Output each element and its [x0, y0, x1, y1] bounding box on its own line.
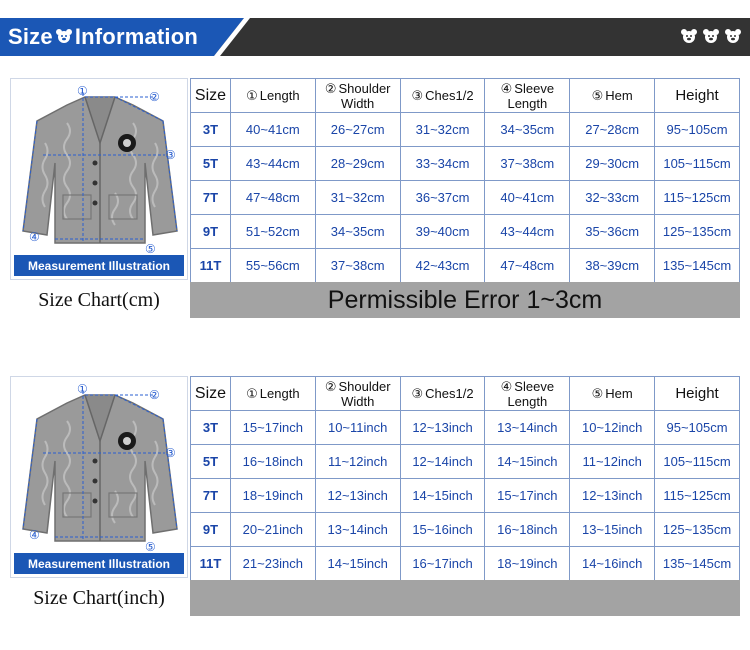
height-cell: 135~145cm	[655, 547, 740, 581]
chest-cell: 42~43cm	[400, 249, 485, 283]
hem-cell: 12~13inch	[570, 479, 655, 513]
shoulder-cell: 28~29cm	[315, 147, 400, 181]
bear-icon	[724, 28, 742, 44]
shoulder-cell: 26~27cm	[315, 113, 400, 147]
height-cell: 105~115cm	[655, 445, 740, 479]
col-header-height: Height	[655, 79, 740, 113]
illustration-caption: Measurement Illustration	[14, 255, 184, 276]
marker-5: ⑤	[145, 540, 156, 553]
marker-4: ④	[29, 230, 40, 244]
size-cell: 11T	[191, 547, 231, 581]
hem-cell: 10~12inch	[570, 411, 655, 445]
sweater-illustration	[15, 83, 185, 255]
height-cell: 95~105cm	[655, 411, 740, 445]
table-row	[191, 147, 740, 181]
chest-cell: 12~14inch	[400, 445, 485, 479]
col-header-shoulder: ② Shoulder Width	[315, 377, 400, 411]
table-row	[191, 445, 740, 479]
hem-cell: 14~16inch	[570, 547, 655, 581]
col-header-shoulder: ② Shoulder Width	[315, 79, 400, 113]
height-cell: 115~125cm	[655, 181, 740, 215]
marker-2: ②	[149, 388, 160, 402]
length-cell: 16~18inch	[230, 445, 315, 479]
bear-icon	[680, 28, 698, 44]
size-chart-inch-caption: Size Chart(inch)	[33, 586, 165, 609]
sleeve-cell: 40~41cm	[485, 181, 570, 215]
height-cell: 115~125cm	[655, 479, 740, 513]
table-row	[191, 215, 740, 249]
hem-cell: 13~15inch	[570, 513, 655, 547]
col-header-height: Height	[655, 377, 740, 411]
marker-1: ①	[77, 382, 88, 396]
shoulder-cell: 34~35cm	[315, 215, 400, 249]
sweater-illustration	[15, 381, 185, 553]
marker-2: ②	[149, 90, 160, 104]
col-header-chest: ③ Ches1/2	[400, 377, 485, 411]
illustration-caption: Measurement Illustration	[14, 553, 184, 574]
table-header-row	[191, 377, 740, 411]
height-cell: 105~115cm	[655, 147, 740, 181]
permissible-error-note: Permissible Error 1~3cm	[190, 282, 740, 318]
size-cell: 5T	[191, 445, 231, 479]
hem-cell: 38~39cm	[570, 249, 655, 283]
chest-cell: 39~40cm	[400, 215, 485, 249]
table-row	[191, 113, 740, 147]
hem-cell: 29~30cm	[570, 147, 655, 181]
measurement-illustration	[10, 78, 188, 280]
size-cell: 3T	[191, 113, 231, 147]
sleeve-cell: 15~17inch	[485, 479, 570, 513]
col-header-length: ① Length	[230, 377, 315, 411]
header-title	[8, 22, 198, 52]
table-header-row	[191, 79, 740, 113]
sleeve-cell: 16~18inch	[485, 513, 570, 547]
size-cell: 11T	[191, 249, 231, 283]
col-header-hem: ⑤ Hem	[570, 377, 655, 411]
marker-1: ①	[77, 84, 88, 98]
size-chart-cm-panel	[10, 78, 740, 316]
length-cell: 47~48cm	[230, 181, 315, 215]
sleeve-cell: 37~38cm	[485, 147, 570, 181]
length-cell: 21~23inch	[230, 547, 315, 581]
size-table-inch	[190, 376, 740, 581]
size-cell: 7T	[191, 479, 231, 513]
sleeve-cell: 34~35cm	[485, 113, 570, 147]
hem-cell: 11~12inch	[570, 445, 655, 479]
size-table-cm	[190, 78, 740, 283]
height-cell: 125~135cm	[655, 513, 740, 547]
measurement-illustration	[10, 376, 188, 578]
table-row	[191, 479, 740, 513]
size-cell: 5T	[191, 147, 231, 181]
hem-cell: 32~33cm	[570, 181, 655, 215]
length-cell: 20~21inch	[230, 513, 315, 547]
table-row	[191, 513, 740, 547]
sleeve-cell: 43~44cm	[485, 215, 570, 249]
header-title-size: Size	[8, 24, 53, 49]
sleeve-cell: 47~48cm	[485, 249, 570, 283]
length-cell: 51~52cm	[230, 215, 315, 249]
empty-gray-bar	[190, 580, 740, 616]
shoulder-cell: 14~15inch	[315, 547, 400, 581]
length-cell: 18~19inch	[230, 479, 315, 513]
hem-cell: 27~28cm	[570, 113, 655, 147]
shoulder-cell: 31~32cm	[315, 181, 400, 215]
col-header-hem: ⑤ Hem	[570, 79, 655, 113]
bear-icon	[702, 28, 720, 44]
sleeve-cell: 18~19inch	[485, 547, 570, 581]
sleeve-cell: 14~15inch	[485, 445, 570, 479]
table-row	[191, 547, 740, 581]
chest-cell: 12~13inch	[400, 411, 485, 445]
col-header-sleeve: ④ Sleeve Length	[485, 377, 570, 411]
header-bear-icons	[680, 28, 742, 44]
shoulder-cell: 11~12inch	[315, 445, 400, 479]
size-cell: 7T	[191, 181, 231, 215]
hem-cell: 35~36cm	[570, 215, 655, 249]
length-cell: 43~44cm	[230, 147, 315, 181]
col-header-chest: ③ Ches1/2	[400, 79, 485, 113]
col-header-size: Size	[191, 79, 231, 113]
height-cell: 125~135cm	[655, 215, 740, 249]
size-chart-cm-caption: Size Chart(cm)	[38, 288, 160, 311]
length-cell: 15~17inch	[230, 411, 315, 445]
header-banner	[0, 18, 750, 56]
chest-cell: 33~34cm	[400, 147, 485, 181]
length-cell: 40~41cm	[230, 113, 315, 147]
chest-cell: 15~16inch	[400, 513, 485, 547]
table-row	[191, 249, 740, 283]
size-chart-inch-panel	[10, 376, 740, 614]
shoulder-cell: 13~14inch	[315, 513, 400, 547]
size-cell: 9T	[191, 215, 231, 249]
table-row	[191, 411, 740, 445]
bear-icon	[55, 24, 73, 50]
col-header-length: ① Length	[230, 79, 315, 113]
chest-cell: 36~37cm	[400, 181, 485, 215]
shoulder-cell: 12~13inch	[315, 479, 400, 513]
table-row	[191, 181, 740, 215]
col-header-sleeve: ④ Sleeve Length	[485, 79, 570, 113]
length-cell: 55~56cm	[230, 249, 315, 283]
col-header-size: Size	[191, 377, 231, 411]
header-title-information: Information	[74, 24, 199, 49]
height-cell: 135~145cm	[655, 249, 740, 283]
marker-4: ④	[29, 528, 40, 542]
shoulder-cell: 37~38cm	[315, 249, 400, 283]
size-cell: 3T	[191, 411, 231, 445]
size-cell: 9T	[191, 513, 231, 547]
sleeve-cell: 13~14inch	[485, 411, 570, 445]
shoulder-cell: 10~11inch	[315, 411, 400, 445]
chest-cell: 31~32cm	[400, 113, 485, 147]
chest-cell: 14~15inch	[400, 479, 485, 513]
marker-5: ⑤	[145, 242, 156, 255]
marker-3: ③	[165, 446, 176, 460]
chest-cell: 16~17inch	[400, 547, 485, 581]
marker-3: ③	[165, 148, 176, 162]
height-cell: 95~105cm	[655, 113, 740, 147]
